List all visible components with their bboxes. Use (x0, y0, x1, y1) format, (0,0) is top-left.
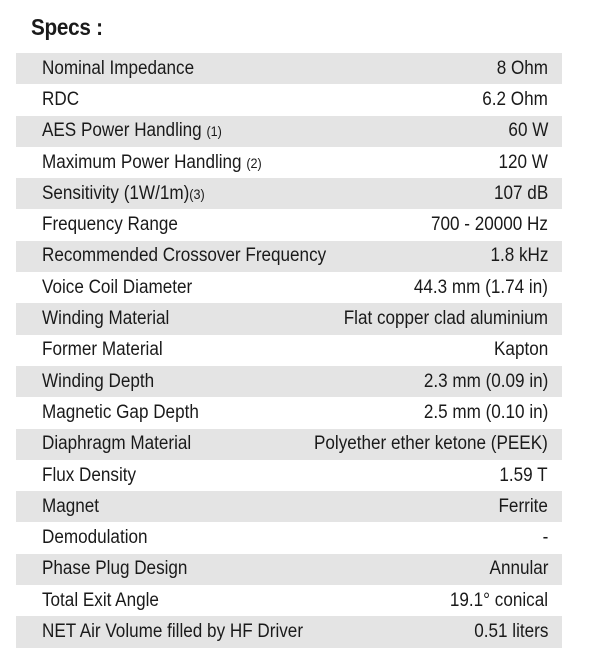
spec-row (16, 366, 562, 397)
spec-row (16, 272, 562, 303)
spec-label: Recommended Crossover Frequency (42, 245, 327, 267)
spec-label: Sensitivity (1W/1m)(3) (42, 182, 205, 204)
spec-row (16, 84, 562, 115)
spec-row (16, 241, 562, 272)
spec-value: 6.2 Ohm (482, 88, 548, 110)
spec-row (16, 429, 562, 460)
spec-label: Total Exit Angle (42, 589, 159, 611)
spec-row (16, 335, 562, 366)
spec-value: - (542, 527, 548, 549)
spec-row (16, 522, 562, 553)
spec-row (16, 554, 562, 585)
spec-value: 120 W (498, 151, 548, 173)
spec-value: 0.51 liters (473, 620, 548, 642)
spec-value: 19.1° conical (449, 589, 548, 611)
spec-label: Nominal Impedance (42, 57, 195, 79)
specs-title: Specs : (31, 14, 103, 40)
spec-row (16, 178, 562, 209)
spec-value: Ferrite (498, 495, 548, 517)
spec-value: 44.3 mm (1.74 in) (413, 276, 548, 298)
spec-label: Voice Coil Diameter (42, 276, 193, 298)
spec-value: Polyether ether ketone (PEEK) (314, 433, 548, 455)
spec-row (16, 585, 562, 616)
spec-label: Winding Depth (42, 370, 155, 392)
spec-label: Winding Material (42, 308, 170, 330)
spec-value: 700 - 20000 Hz (431, 214, 548, 236)
spec-value: Kapton (493, 339, 548, 361)
spec-value: 60 W (508, 120, 548, 142)
spec-value: Annular (489, 558, 548, 580)
spec-label: AES Power Handling (1) (42, 120, 222, 142)
spec-label: Former Material (42, 339, 163, 361)
spec-label: Magnetic Gap Depth (42, 401, 199, 423)
spec-row (16, 303, 562, 334)
spec-row (16, 116, 562, 147)
spec-label: Demodulation (42, 527, 148, 549)
spec-label: Frequency Range (42, 214, 178, 236)
spec-row (16, 460, 562, 491)
spec-row (16, 147, 562, 178)
specs-table (16, 53, 562, 648)
spec-label: Magnet (42, 495, 100, 517)
spec-value: 1.59 T (499, 464, 548, 486)
spec-label: Flux Density (42, 464, 137, 486)
spec-row (16, 491, 562, 522)
spec-row (16, 616, 562, 647)
spec-label: Maximum Power Handling (2) (42, 151, 262, 173)
spec-value: 1.8 kHz (490, 245, 548, 267)
spec-value: 2.5 mm (0.10 in) (423, 401, 548, 423)
spec-row (16, 397, 562, 428)
spec-value: 8 Ohm (496, 57, 548, 79)
spec-row (16, 209, 562, 240)
spec-value: Flat copper clad aluminium (343, 308, 548, 330)
spec-row (16, 53, 562, 84)
spec-value: 107 dB (493, 182, 548, 204)
spec-label: RDC (42, 88, 80, 110)
spec-label: Diaphragm Material (42, 433, 192, 455)
spec-value: 2.3 mm (0.09 in) (423, 370, 548, 392)
spec-label: NET Air Volume filled by HF Driver (42, 620, 304, 642)
spec-label: Phase Plug Design (42, 558, 188, 580)
